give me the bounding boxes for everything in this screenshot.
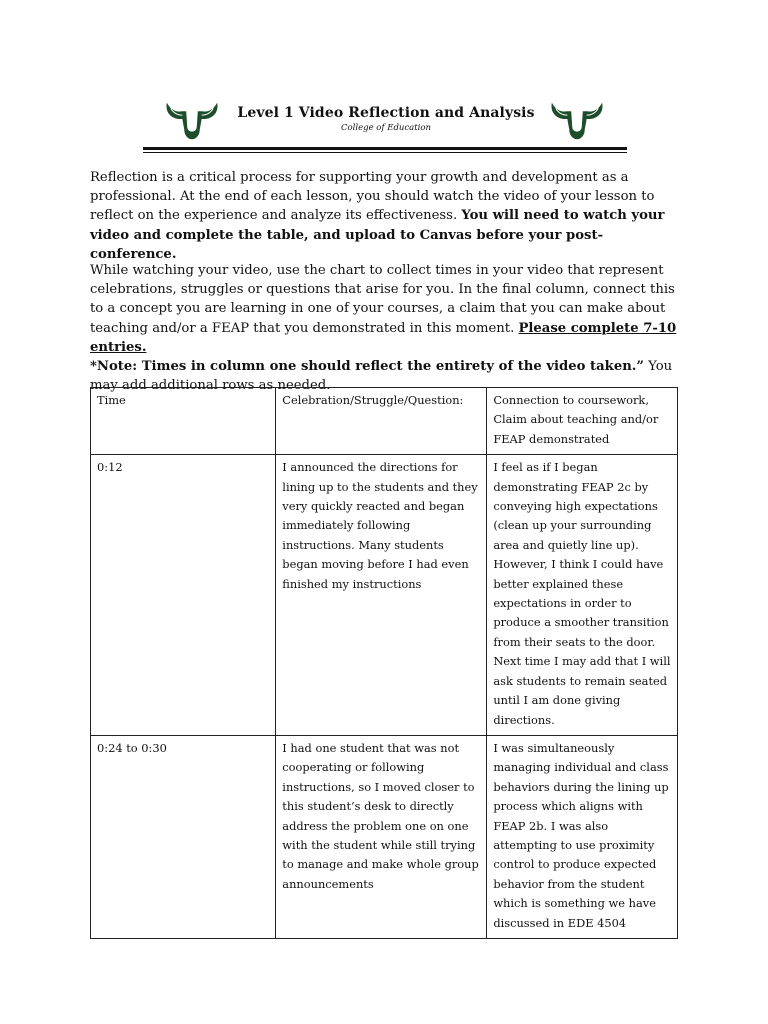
intro-p1-text: Reflection is a critical process for supporting your growth and development as a professional. At the end of each lesson, you should watch the video of your lesson to reflect on the experience and analyze its effectiveness. [90, 170, 655, 224]
connection-cell[interactable]: I was simultaneously managing individual and class behaviors during the lining up process which aligns with FEAP 2b. I was also attempting to use proximity control to produce expected behavior from the student which is something we have discussed in EDE 4504 [487, 735, 678, 938]
observation-cell[interactable]: I had one student that was not cooperating or following instructions, so I moved closer to this student’s desk to directly address the problem one on one with the student while still trying to manage and make whole group announcements [276, 735, 487, 938]
document-subtitle: College of Education [341, 123, 431, 133]
intro-paragraph-2 [90, 261, 680, 395]
connection-cell[interactable]: I feel as if I began demonstrating FEAP 2c by conveying high expectations (clean up your surrounding area and quietly line up). However, I think I could have better explained these expectations in order to produce a smoother transition from their seats to the door. Next time I may add that I will ask students to remain seated until I am done giving directions. [487, 455, 678, 736]
intro-p1-bold-instruction: You will need to watch your video and complete the table, and upload to Canvas before your post-conference. [90, 208, 665, 262]
header-rule-thick [143, 147, 627, 150]
intro-p2-text: While watching your video, use the chart to collect times in your video that represent celebrations, struggles or questions that arise for you. In the final column, connect this to a concept you are learning in one of your courses, a claim that you can make about teaching and/or a FEAP that you demonstrated in this moment. [90, 263, 675, 336]
bull-horns-logo-icon [548, 96, 606, 142]
table-row [91, 735, 678, 938]
time-cell[interactable]: 0:24 to 0:30 [91, 735, 276, 938]
document-title: Level 1 Video Reflection and Analysis [237, 105, 535, 121]
table-row [91, 455, 678, 736]
table-header-row [91, 388, 678, 455]
document-header [0, 0, 768, 160]
observation-cell[interactable]: I announced the directions for lining up to the students and they very quickly reacted and began immediately following instructions. Many students began moving before I had even finished my instructions [276, 455, 487, 736]
entries-requirement: Please complete 7-10 entries. [90, 320, 677, 355]
bull-horns-logo-svg [163, 96, 221, 142]
intro-paragraph-1 [90, 168, 680, 264]
time-cell[interactable]: 0:12 [91, 455, 276, 736]
reflection-table [90, 387, 678, 939]
column-header-time: Time [91, 388, 276, 455]
column-header-observation: Celebration/Struggle/Question: [276, 388, 487, 455]
intro-p2-tail: You may add additional rows as needed. [90, 359, 673, 394]
bull-horns-logo-svg [548, 96, 606, 142]
bull-horns-logo-icon [163, 96, 221, 142]
column-header-connection: Connection to coursework, Claim about teaching and/or FEAP demonstrated [487, 388, 678, 455]
header-rule-thin [143, 152, 627, 153]
time-column-note: *Note: Times in column one should reflect the entirety of the video taken.” [90, 359, 644, 375]
